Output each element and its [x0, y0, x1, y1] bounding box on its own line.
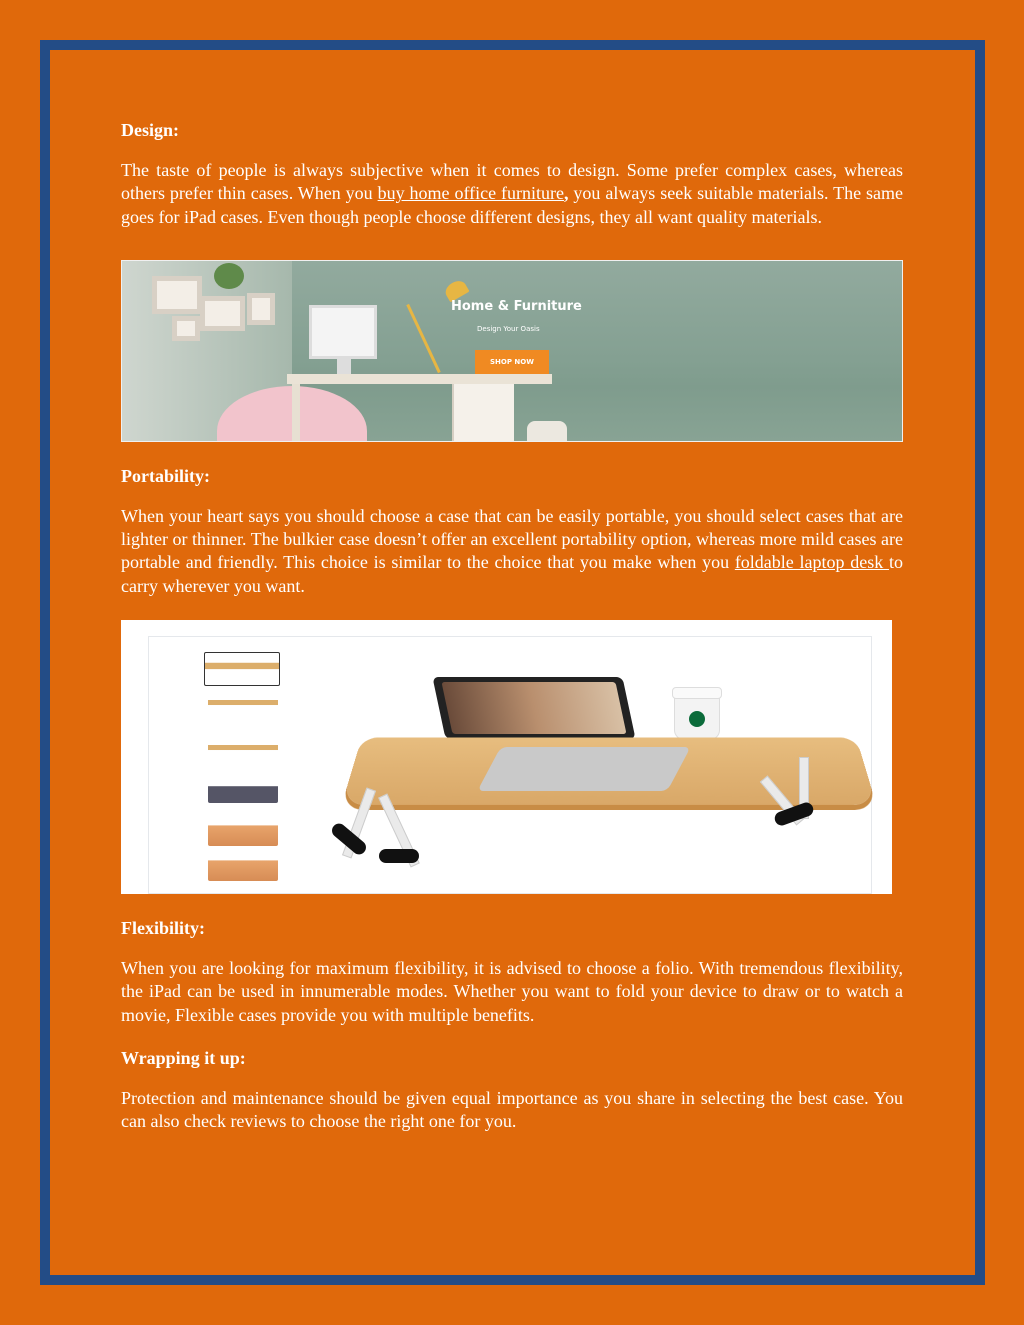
cup-logo: [689, 711, 705, 727]
wall-shelf: [152, 276, 202, 314]
design-text-start: The taste of people is always subjective when it comes to design. Some prefer complex cases, whereas others prefer thin cases. When you: [121, 160, 903, 204]
basket: [527, 421, 567, 442]
wall-shelf: [200, 296, 245, 331]
wrapping-paragraph: Protection and maintenance should be given equal importance as you share in selecting the best case. You can also check reviews to choose the right one for you.: [121, 1087, 903, 1132]
laptop: [477, 747, 690, 791]
tablet-on-desk: [432, 677, 635, 739]
design-link-comma: ,: [563, 183, 569, 204]
shop-now-button[interactable]: SHOP NOW: [475, 350, 549, 374]
lamp: [406, 304, 440, 373]
monitor-stand: [337, 359, 351, 374]
cup-lid: [672, 687, 722, 699]
foldable-laptop-desk-product-image: [121, 620, 892, 894]
portability-text-start: When your heart says you should choose a case that can be easily portable, you should select cases that are lighter or thinner. The bulkier case doesn’t offer an excellent portability option, whereas more mild cases are portable and friendly. This choice is similar to the choice that you make when you: [121, 505, 903, 573]
desk-foot: [379, 849, 419, 863]
plant: [214, 263, 244, 289]
design-paragraph: [121, 159, 903, 229]
design-text-end: you always seek suitable materials. The same goes for iPad cases. Even though people choose different designs, they all want quality materials.: [121, 183, 903, 227]
gallery-thumbnail[interactable]: [208, 855, 278, 881]
portability-paragraph: [121, 505, 903, 598]
design-heading: Design:: [121, 120, 179, 140]
monitor: [309, 305, 377, 359]
tablet-screen: [441, 682, 626, 734]
coffee-cup: [674, 692, 720, 740]
wall-shelf: [247, 293, 275, 325]
portability-text-end: to carry wherever you want.: [121, 552, 903, 596]
portability-heading: Portability:: [121, 465, 210, 486]
gallery-thumbnail[interactable]: [208, 820, 278, 846]
flexibility-paragraph: When you are looking for maximum flexibility, it is advised to choose a folio. With tremendous flexibility, the iPad can be used in innumerable modes. Whether you want to fold your device to draw or to watch a movie, Flexible cases provide you with multiple benefits.: [121, 958, 903, 1025]
foldable-laptop-desk-link[interactable]: foldable laptop desk: [734, 552, 889, 573]
wrapping-heading: Wrapping it up:: [121, 1047, 246, 1068]
gallery-thumbnail[interactable]: [208, 692, 278, 718]
banner-title: Home & Furniture: [451, 298, 582, 314]
home-furniture-banner[interactable]: [121, 260, 903, 442]
gallery-thumbnail[interactable]: [208, 737, 278, 763]
banner-subtitle: Design Your Oasis: [477, 324, 540, 333]
article-content: [121, 118, 903, 1134]
product-gallery: [148, 636, 872, 894]
wall-shelf: [172, 316, 200, 341]
desk-drawer: [452, 384, 514, 442]
desk-leg: [292, 384, 300, 442]
flexibility-heading: Flexibility:: [121, 918, 205, 939]
gallery-thumbnail-selected[interactable]: [204, 652, 280, 686]
buy-home-office-furniture-link[interactable]: buy home office furniture: [377, 183, 564, 204]
gallery-thumbnail[interactable]: [208, 777, 278, 803]
desk-top: [287, 374, 552, 384]
